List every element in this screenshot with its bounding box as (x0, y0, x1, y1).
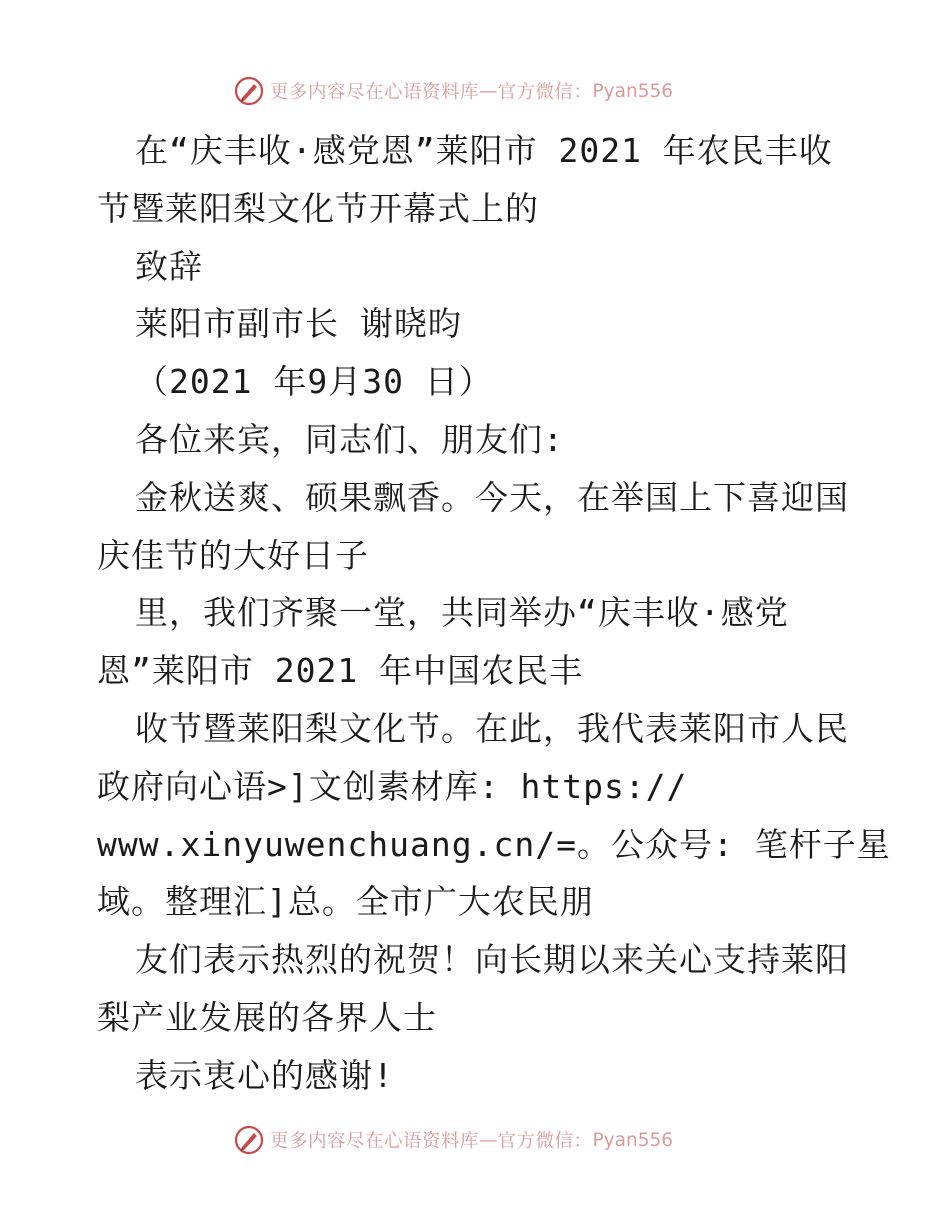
watermark-header (234, 74, 673, 108)
watermark-wechat-id: Pyan556 (592, 80, 674, 102)
body-line: 莱阳市副市长 谢晓昀 (135, 304, 462, 344)
quill-pen-seal-icon (234, 1125, 264, 1155)
watermark-text: 更多内容尽在心语资料库 (270, 82, 480, 103)
body-line: 友们表示热烈的祝贺！向长期以来关心支持莱阳 (135, 940, 849, 980)
body-line: 域。整理汇]总。全市广大农民朋 (97, 882, 594, 922)
quill-pen-seal-icon (234, 76, 264, 106)
body-line: 致辞 (135, 246, 203, 286)
watermark-wechat-label: 官方微信： (497, 82, 593, 103)
body-line: 庆佳节的大好日子 (97, 535, 369, 575)
body-line: 梨产业发展的各界人士 (97, 997, 437, 1037)
body-line: 里，我们齐聚一堂，共同举办“庆丰收·感党 (135, 593, 789, 633)
body-line: 节暨莱阳梨文化节开幕式上的 (97, 188, 539, 228)
watermark-footer (234, 1123, 673, 1157)
watermark-separator: — (479, 80, 498, 102)
body-line: 金秋送爽、硕果飘香。今天，在举国上下喜迎国 (135, 477, 849, 517)
document-body (97, 122, 891, 1105)
body-line: 恩”莱阳市 2021 年中国农民丰 (97, 651, 584, 691)
body-line: 政府向心语>]文创素材库: https:// (97, 766, 688, 806)
body-line: （2021 年9月30 日） (135, 362, 493, 402)
body-line: 表示衷心的感谢! (135, 1055, 394, 1095)
body-line: www.xinyuwenchuang.cn/=。公众号: 笔杆子星 (97, 824, 891, 864)
body-line: 各位来宾，同志们、朋友们: (135, 419, 564, 459)
watermark-separator: — (479, 1129, 498, 1151)
watermark-text: 更多内容尽在心语资料库 (270, 1131, 480, 1152)
body-line: 在“庆丰收·感党恩”莱阳市 2021 年农民丰收 (135, 131, 833, 170)
watermark-wechat-label: 官方微信： (497, 1131, 593, 1152)
body-line: 收节暨莱阳梨文化节。在此，我代表莱阳市人民 (135, 708, 849, 748)
watermark-wechat-id: Pyan556 (592, 1129, 674, 1151)
